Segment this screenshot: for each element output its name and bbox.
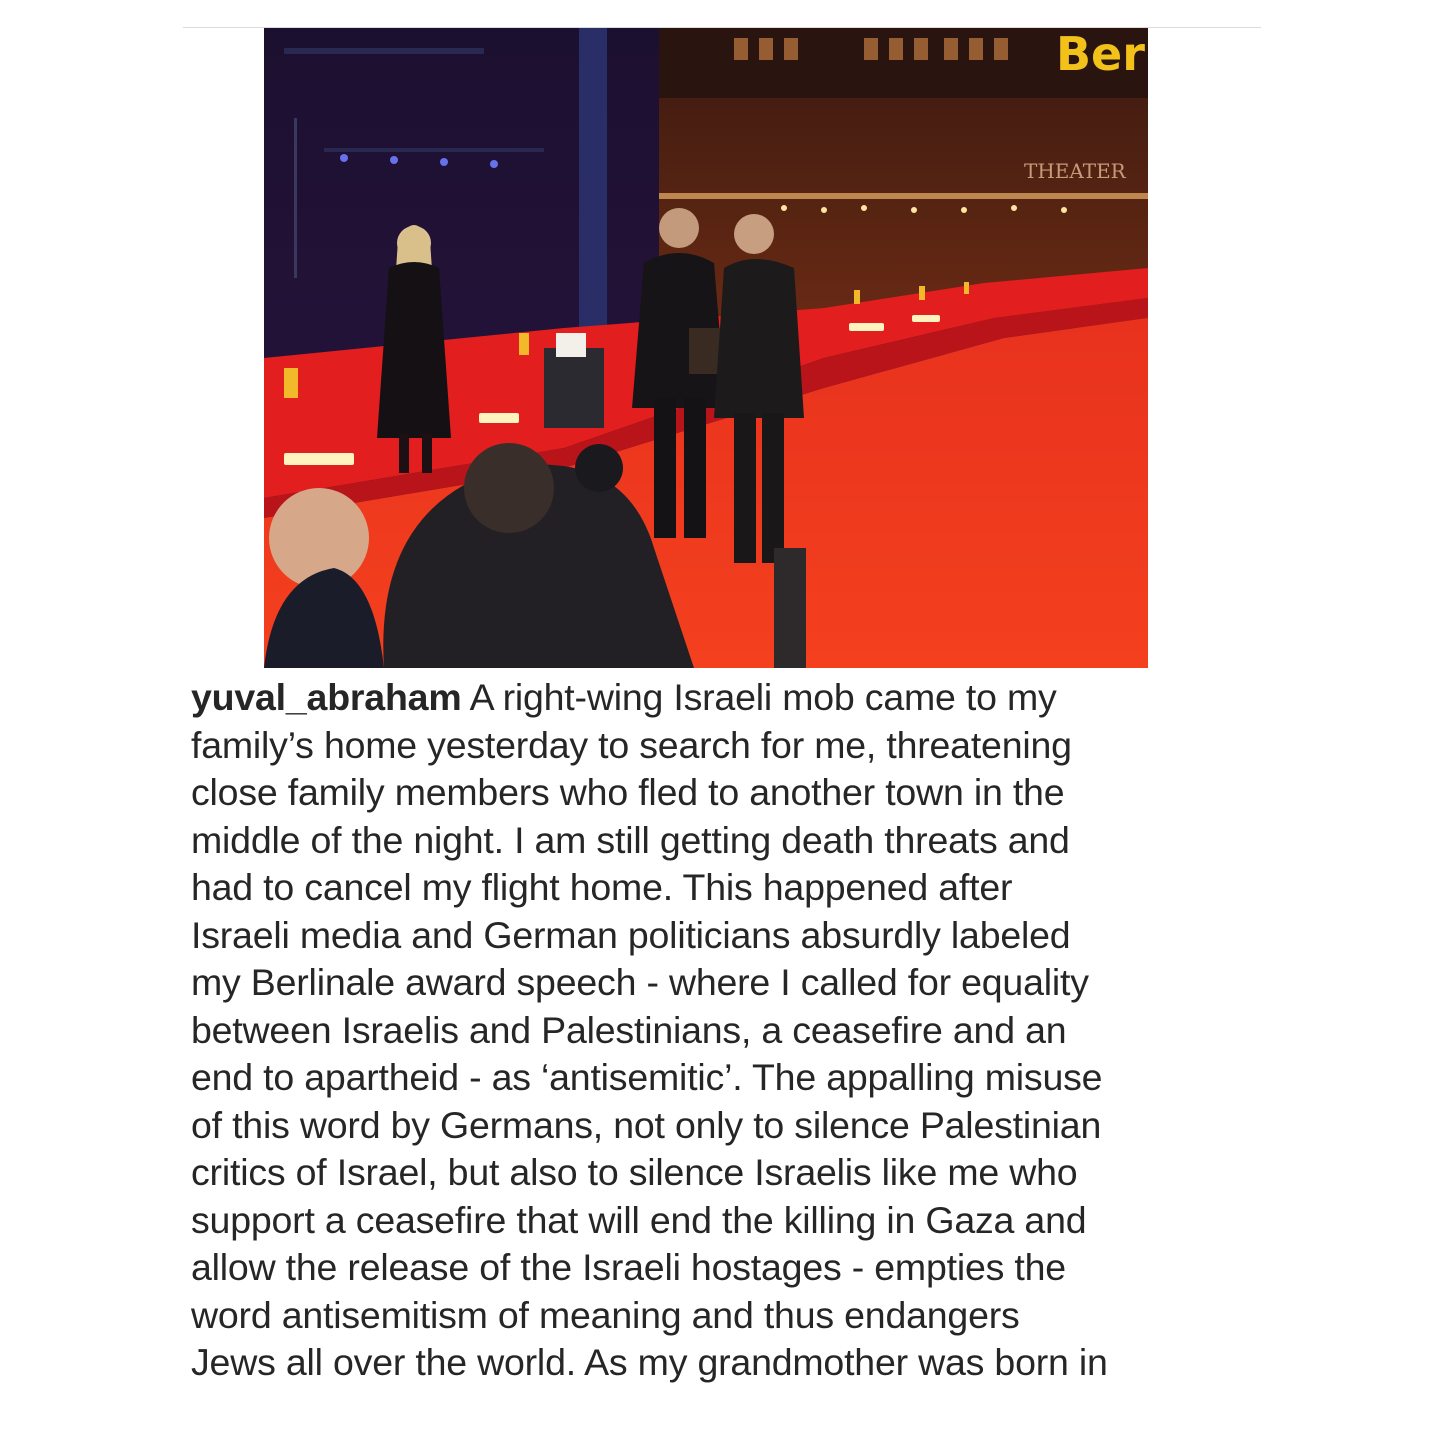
caption-text: A right-wing Israeli mob came to my	[461, 676, 1057, 718]
caption-line: support a ceasefire that will end the killing in Gaza and	[191, 1198, 1087, 1241]
caption-line: critics of Israel, but also to silence Israelis like me who	[191, 1151, 1078, 1193]
building-sign: Ber	[1056, 28, 1145, 81]
caption-line: allow the release of the Israeli hostages - empties the	[191, 1246, 1066, 1288]
caption-line: end to apartheid - as ‘antisemitic’. The appalling misuse	[191, 1056, 1103, 1098]
caption-line: had to cancel my flight home. This happened after	[191, 866, 1013, 908]
username-link[interactable]: yuval_abraham	[191, 676, 462, 718]
caption-line: between Israelis and Palestinians, a ceasefire and an	[191, 1008, 1067, 1051]
caption-line: Jews all over the world. As my grandmother was born in	[191, 1341, 1108, 1383]
post-photo[interactable]	[264, 28, 1148, 668]
red-carpet-photo-illustration	[264, 28, 1148, 668]
caption-line: close family members who fled to another town in the	[191, 771, 1065, 813]
caption-line: word antisemitism of meaning and thus endangers	[191, 1293, 1020, 1336]
caption-line: my Berlinale award speech - where I called for equality	[191, 961, 1089, 1003]
theater-sign: THEATER	[1024, 159, 1126, 183]
caption-line	[191, 674, 1271, 722]
post-caption	[191, 674, 1271, 1387]
caption-line: Israeli media and German politicians absurdly labeled	[191, 913, 1071, 956]
caption-line: middle of the night. I am still getting death threats and	[191, 818, 1070, 861]
caption-line: family’s home yesterday to search for me, threatening	[191, 723, 1072, 766]
caption-line: of this word by Germans, not only to silence Palestinian	[191, 1103, 1102, 1146]
